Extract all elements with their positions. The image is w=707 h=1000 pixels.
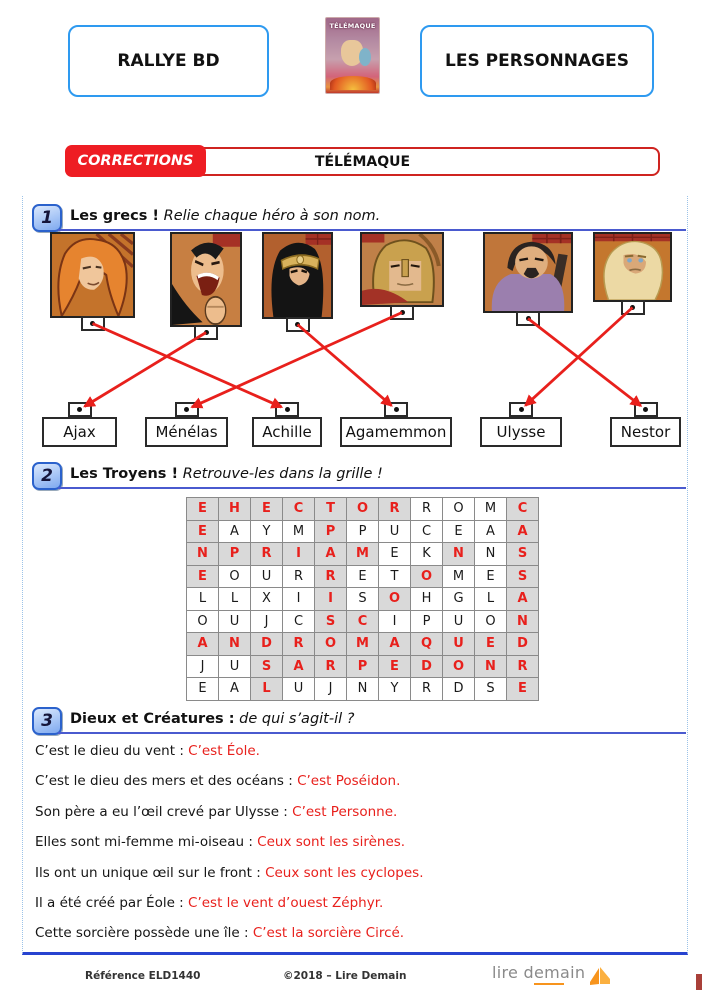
grid-cell-r2c2: A	[219, 520, 251, 543]
grid-cell-r1c11: C	[507, 498, 539, 521]
grid-cell-r2c8: C	[411, 520, 443, 543]
corrections-label: CORRECTIONS	[77, 153, 194, 169]
question-text: Ils ont un unique œil sur le front :	[35, 864, 266, 881]
grid-cell-r8c5: R	[315, 655, 347, 678]
grid-cell-r6c3: J	[251, 610, 283, 633]
footer-reference	[85, 970, 200, 982]
grid-cell-r9c6: N	[347, 678, 379, 701]
grid-cell-r9c7: Y	[379, 678, 411, 701]
page-edge-mark	[696, 974, 702, 990]
questions-list	[35, 736, 675, 949]
portrait-laughing-fist-hero	[170, 232, 242, 327]
grid-cell-r1c1: E	[187, 498, 219, 521]
question-text: Il a été créé par Éole :	[35, 895, 189, 912]
answer-text: C’est le vent d’ouest Zéphyr.	[188, 895, 384, 912]
name-dot	[643, 407, 648, 412]
portrait-1-connector	[81, 316, 105, 331]
question-line-4	[35, 827, 675, 857]
worksheet-subject: TÉLÉMAQUE	[314, 153, 411, 170]
grid-cell-r9c1: E	[187, 678, 219, 701]
name-dot	[184, 407, 189, 412]
grid-cell-r5c8: H	[411, 588, 443, 611]
grid-cell-r3c11: S	[507, 543, 539, 566]
name-box-label: Nestor	[610, 417, 681, 447]
name-slot-achille	[252, 402, 322, 447]
cover-figure-2	[359, 48, 371, 66]
grid-cell-r2c9: E	[443, 520, 475, 543]
portrait-2-connector	[194, 325, 218, 340]
grid-cell-r3c8: K	[411, 543, 443, 566]
grid-cell-r6c10: O	[475, 610, 507, 633]
question-text: C’est le dieu du vent :	[35, 743, 189, 759]
grid-cell-r6c9: U	[443, 610, 475, 633]
grid-cell-r7c1: A	[187, 633, 219, 656]
answer-text: C’est Personne.	[292, 803, 398, 820]
grid-cell-r8c11: R	[507, 655, 539, 678]
footer-copyright-label: ©2018 – Lire Demain	[283, 970, 407, 982]
grid-cell-r5c6: S	[347, 588, 379, 611]
grid-cell-r5c7: O	[379, 588, 411, 611]
grid-cell-r6c11: N	[507, 610, 539, 633]
section-2-number-label: 2	[41, 466, 53, 486]
section-1-heading	[70, 208, 380, 224]
grid-cell-r7c7: A	[379, 633, 411, 656]
les-personnages-label: LES PERSONNAGES	[445, 51, 629, 71]
section-3-number-label: 3	[41, 711, 53, 731]
word-search-grid	[186, 497, 539, 701]
grid-cell-r5c5: I	[315, 588, 347, 611]
question-text: C’est le dieu des mers et des océans :	[35, 773, 298, 790]
grid-cell-r6c7: I	[379, 610, 411, 633]
portrait-6-connector	[621, 300, 645, 315]
grid-row-3	[187, 543, 539, 566]
lire-demain-logo-text: lire demain	[492, 963, 586, 982]
name-slot-ajax	[42, 402, 117, 447]
grid-cell-r4c9: M	[443, 565, 475, 588]
question-line-6	[35, 888, 675, 918]
section-3-title: Dieux et Créatures :	[70, 711, 235, 727]
cover-title: TÉLÉMAQUE	[329, 22, 376, 30]
les-personnages-title-box	[420, 25, 654, 97]
portrait-4-connector	[390, 305, 414, 320]
grid-cell-r2c1: E	[187, 520, 219, 543]
portrait-long-orange-hair-art	[52, 234, 133, 316]
grid-cell-r2c7: U	[379, 520, 411, 543]
portrait-1-dot	[90, 321, 95, 326]
grid-cell-r3c2: P	[219, 543, 251, 566]
name-slot-agamemmon	[340, 402, 452, 447]
grid-cell-r7c9: U	[443, 633, 475, 656]
grid-cell-r7c3: D	[251, 633, 283, 656]
grid-row-1	[187, 498, 539, 521]
grid-cell-r8c4: A	[283, 655, 315, 678]
grid-row-8	[187, 655, 539, 678]
section-2-underline	[58, 487, 686, 489]
section-1-title: Les grecs !	[70, 208, 160, 224]
grid-cell-r9c4: U	[283, 678, 315, 701]
portrait-5-dot	[526, 316, 531, 321]
grid-row-2	[187, 520, 539, 543]
grid-cell-r2c10: A	[475, 520, 507, 543]
portrait-3-dot	[295, 322, 300, 327]
grid-cell-r9c8: R	[411, 678, 443, 701]
section-3-instruction: de qui s’agit-il ?	[239, 711, 355, 727]
grid-cell-r8c7: E	[379, 655, 411, 678]
grid-cell-r3c6: M	[347, 543, 379, 566]
lire-demain-logo	[492, 965, 612, 987]
question-line-5	[35, 858, 675, 888]
name-connector	[175, 402, 199, 417]
name-box-label: Agamemmon	[340, 417, 452, 447]
grid-cell-r7c4: R	[283, 633, 315, 656]
grid-cell-r1c6: O	[347, 498, 379, 521]
grid-cell-r1c4: C	[283, 498, 315, 521]
answer-text: Ceux sont les sirènes.	[257, 834, 406, 851]
lire-demain-logo-tagline	[534, 983, 564, 985]
grid-row-4	[187, 565, 539, 588]
name-dot	[519, 407, 524, 412]
portrait-4-dot	[400, 310, 405, 315]
grid-cell-r8c8: D	[411, 655, 443, 678]
grid-cell-r4c10: E	[475, 565, 507, 588]
grid-cell-r9c2: A	[219, 678, 251, 701]
grid-cell-r9c9: D	[443, 678, 475, 701]
section-3-heading	[70, 711, 354, 727]
grid-cell-r7c8: Q	[411, 633, 443, 656]
grid-cell-r2c11: A	[507, 520, 539, 543]
portrait-purple-tunic-art	[485, 234, 571, 311]
grid-cell-r1c3: E	[251, 498, 283, 521]
cover-flames	[330, 76, 376, 90]
grid-row-9	[187, 678, 539, 701]
grid-cell-r6c2: U	[219, 610, 251, 633]
grid-cell-r4c2: O	[219, 565, 251, 588]
footer-copyright	[283, 970, 406, 982]
question-line-7	[35, 918, 675, 948]
section-2-number	[32, 462, 62, 490]
grid-cell-r3c7: E	[379, 543, 411, 566]
grid-cell-r3c9: N	[443, 543, 475, 566]
section-3-underline	[58, 732, 686, 734]
grid-row-5	[187, 588, 539, 611]
name-box-label: Achille	[252, 417, 322, 447]
grid-cell-r8c3: S	[251, 655, 283, 678]
question-text: Cette sorcière possède une île :	[35, 925, 253, 942]
portrait-3-connector	[286, 317, 310, 332]
grid-cell-r9c5: J	[315, 678, 347, 701]
portrait-purple-tunic-hero	[483, 232, 573, 313]
grid-cell-r4c4: R	[283, 565, 315, 588]
name-connector	[634, 402, 658, 417]
grid-cell-r6c8: P	[411, 610, 443, 633]
name-slot-nestor	[610, 402, 681, 447]
grid-cell-r2c6: P	[347, 520, 379, 543]
grid-cell-r3c3: R	[251, 543, 283, 566]
section-1-instruction: Relie chaque héro à son nom.	[163, 208, 381, 224]
grid-cell-r4c1: E	[187, 565, 219, 588]
grid-cell-r7c6: M	[347, 633, 379, 656]
grid-cell-r5c2: L	[219, 588, 251, 611]
grid-cell-r4c7: T	[379, 565, 411, 588]
grid-cell-r5c3: X	[251, 588, 283, 611]
name-connector	[509, 402, 533, 417]
grid-cell-r1c7: R	[379, 498, 411, 521]
answer-text: C’est Éole.	[188, 743, 260, 759]
grid-cell-r5c11: A	[507, 588, 539, 611]
answer-text: C’est la sorcière Circé.	[252, 925, 405, 942]
grid-row-7	[187, 633, 539, 656]
grid-cell-r8c10: N	[475, 655, 507, 678]
name-slot-ulysse	[480, 402, 562, 447]
grid-cell-r9c11: E	[507, 678, 539, 701]
portrait-laughing-fist-art	[172, 234, 240, 325]
open-book-icon	[588, 965, 612, 987]
question-line-3	[35, 797, 675, 827]
grid-cell-r4c11: S	[507, 565, 539, 588]
grid-cell-r2c4: M	[283, 520, 315, 543]
grid-cell-r9c3: L	[251, 678, 283, 701]
grid-cell-r8c6: P	[347, 655, 379, 678]
name-box-label: Ulysse	[480, 417, 562, 447]
grid-cell-r6c4: C	[283, 610, 315, 633]
grid-cell-r5c4: I	[283, 588, 315, 611]
answer-text: Ceux sont les cyclopes.	[265, 864, 424, 881]
portrait-long-orange-hair-hero	[50, 232, 135, 318]
grid-cell-r1c2: H	[219, 498, 251, 521]
answer-text: C’est Poséidon.	[297, 773, 401, 790]
rallye-bd-title-box	[68, 25, 269, 97]
grid-cell-r9c10: S	[475, 678, 507, 701]
section-1-number	[32, 204, 62, 232]
name-box-label: Ménélas	[145, 417, 228, 447]
portrait-blond-beard-elder-hero	[593, 232, 672, 302]
question-text: Elles sont mi-femme mi-oiseau :	[35, 834, 258, 851]
grid-cell-r8c9: O	[443, 655, 475, 678]
grid-cell-r4c6: E	[347, 565, 379, 588]
grid-cell-r5c10: L	[475, 588, 507, 611]
grid-cell-r4c5: R	[315, 565, 347, 588]
grid-cell-r1c9: O	[443, 498, 475, 521]
grid-cell-r1c5: T	[315, 498, 347, 521]
question-line-1	[35, 736, 675, 766]
section-2-title: Les Troyens !	[70, 466, 179, 482]
footer-reference-label: Référence ELD1440	[85, 970, 201, 982]
grid-cell-r1c8: R	[411, 498, 443, 521]
grid-cell-r5c1: L	[187, 588, 219, 611]
section-1-number-label: 1	[41, 208, 53, 228]
name-connector	[384, 402, 408, 417]
portrait-6-dot	[630, 305, 635, 310]
grid-cell-r7c11: D	[507, 633, 539, 656]
grid-cell-r2c5: P	[315, 520, 347, 543]
grid-row-6	[187, 610, 539, 633]
grid-cell-r3c10: N	[475, 543, 507, 566]
grid-cell-r6c5: S	[315, 610, 347, 633]
corrections-badge	[65, 145, 206, 177]
grid-cell-r6c6: C	[347, 610, 379, 633]
name-dot	[285, 407, 290, 412]
grid-cell-r6c1: O	[187, 610, 219, 633]
grid-cell-r4c8: O	[411, 565, 443, 588]
portrait-5-connector	[516, 311, 540, 326]
section-2-heading	[70, 466, 383, 482]
grid-cell-r8c2: U	[219, 655, 251, 678]
grid-cell-r7c2: N	[219, 633, 251, 656]
grid-cell-r5c9: G	[443, 588, 475, 611]
rallye-bd-label: RALLYE BD	[117, 51, 220, 71]
name-connector	[68, 402, 92, 417]
grid-cell-r8c1: J	[187, 655, 219, 678]
question-line-2	[35, 766, 675, 796]
comic-cover-thumbnail	[325, 17, 380, 94]
grid-cell-r3c1: N	[187, 543, 219, 566]
name-box-label: Ajax	[42, 417, 117, 447]
grid-cell-r3c5: A	[315, 543, 347, 566]
portrait-2-dot	[204, 330, 209, 335]
name-dot	[394, 407, 399, 412]
grid-cell-r1c10: M	[475, 498, 507, 521]
portrait-blond-beard-elder-art	[595, 234, 670, 300]
portrait-bronze-helmet-art	[362, 234, 442, 305]
section-2-instruction: Retrouve-les dans la grille !	[182, 466, 383, 482]
portrait-bronze-helmet-hero	[360, 232, 444, 307]
portrait-dark-beard-crown-art	[264, 234, 331, 317]
grid-cell-r4c3: U	[251, 565, 283, 588]
portrait-dark-beard-gold-crown-hero	[262, 232, 333, 319]
question-text: Son père a eu l’œil crevé par Ulysse :	[35, 803, 293, 820]
grid-cell-r3c4: I	[283, 543, 315, 566]
section-3-number	[32, 707, 62, 735]
name-slot-menelas	[145, 402, 228, 447]
grid-cell-r2c3: Y	[251, 520, 283, 543]
grid-cell-r7c10: E	[475, 633, 507, 656]
grid-cell-r7c5: O	[315, 633, 347, 656]
section-1-underline	[58, 229, 686, 231]
name-connector	[275, 402, 299, 417]
name-dot	[77, 407, 82, 412]
